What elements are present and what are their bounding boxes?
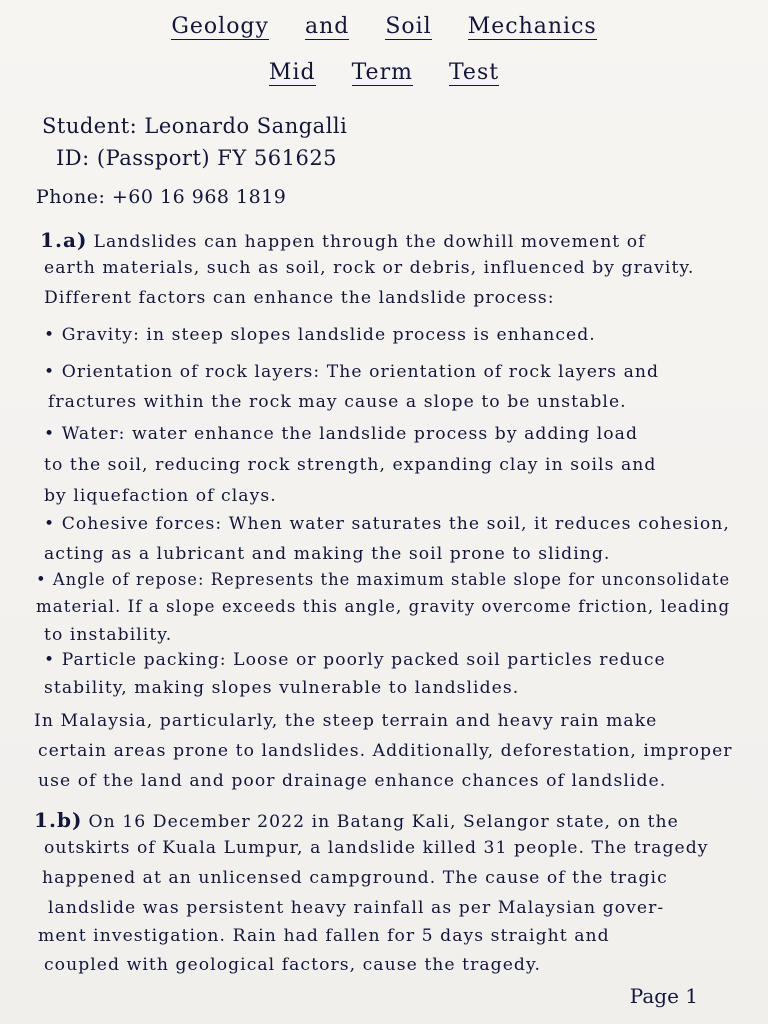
- answer-line: [44, 288, 740, 308]
- answer-line: [44, 325, 740, 345]
- answer-line: [36, 597, 740, 616]
- title-word: and: [304, 14, 350, 39]
- answer-text: to the soil, reducing rock strength, expanding clay in soils and: [44, 455, 657, 475]
- student-id: ID: (Passport) FY 561625: [56, 146, 338, 170]
- answer-text: ment investigation. Rain had fallen for 5 days straight and: [38, 926, 610, 946]
- answer-text: Landslides can happen through the dowhill movement of: [93, 232, 646, 252]
- answer-text: • Orientation of rock layers: The orientation of rock layers and: [44, 362, 660, 382]
- answer-text: use of the land and poor drainage enhance chances of landslide.: [38, 771, 667, 791]
- answer-line: [44, 486, 740, 506]
- answer-text: • Cohesive forces: When water saturates the soil, it reduces cohesion,: [44, 514, 730, 534]
- title-word: Mechanics: [467, 14, 597, 39]
- answer-line: [48, 392, 740, 412]
- document-subtitle: [0, 60, 768, 86]
- answer-line: [34, 711, 740, 731]
- answer-line: [44, 362, 740, 382]
- answer-line: [40, 228, 740, 252]
- answer-text: • Particle packing: Loose or poorly packed soil particles reduce: [44, 650, 666, 670]
- answer-text: acting as a lubricant and making the soil prone to sliding.: [44, 544, 611, 564]
- answer-line: [44, 424, 740, 444]
- answer-line: [44, 838, 740, 858]
- answer-text: • Water: water enhance the landslide process by adding load: [44, 424, 639, 444]
- answer-text: landslide was persistent heavy rainfall as per Malaysian gover-: [48, 898, 665, 918]
- answer-text: • Angle of repose: Represents the maximum stable slope for unconsolidate: [36, 570, 731, 589]
- student-phone: Phone: +60 16 968 1819: [36, 186, 287, 208]
- answer-line: [44, 955, 740, 975]
- answer-text: outskirts of Kuala Lumpur, a landslide killed 31 people. The tragedy: [44, 838, 709, 858]
- answer-line: [38, 741, 740, 761]
- answer-line: [42, 868, 740, 888]
- answer-line: [38, 771, 740, 791]
- document-title: [0, 14, 768, 40]
- answer-text: fractures within the rock may cause a slope to be unstable.: [48, 392, 627, 412]
- answer-line: [44, 514, 740, 534]
- subtitle-word: Term: [351, 60, 413, 85]
- answer-text: In Malaysia, particularly, the steep terrain and heavy rain make: [34, 711, 658, 731]
- subtitle-word: Mid: [268, 60, 316, 85]
- answer-line: [44, 650, 740, 670]
- answer-line: [44, 544, 740, 564]
- answer-line: [34, 808, 740, 832]
- answer-line: [44, 625, 740, 645]
- title-word: Soil: [385, 14, 432, 39]
- page-number: Page 1: [629, 984, 698, 1008]
- subtitle-word: Test: [448, 60, 500, 85]
- answer-line: [38, 926, 740, 946]
- answer-text: Different factors can enhance the landslide process:: [44, 288, 555, 308]
- answer-line: [36, 570, 740, 589]
- answer-text: by liquefaction of clays.: [44, 486, 277, 506]
- answer-text: stability, making slopes vulnerable to landslides.: [44, 678, 520, 698]
- question-number: 1.a): [40, 228, 88, 252]
- answer-line: [44, 455, 740, 475]
- question-number: 1.b): [34, 808, 83, 832]
- answer-line: [48, 898, 740, 918]
- answer-line: [44, 678, 740, 698]
- answer-text: coupled with geological factors, cause the tragedy.: [44, 955, 541, 975]
- answer-text: happened at an unlicensed campground. The cause of the tragic: [42, 868, 668, 888]
- answer-text: to instability.: [44, 625, 173, 645]
- answer-text: On 16 December 2022 in Batang Kali, Selangor state, on the: [88, 812, 679, 832]
- answer-text: earth materials, such as soil, rock or debris, influenced by gravity.: [44, 258, 695, 278]
- answer-text: • Gravity: in steep slopes landslide process is enhanced.: [44, 325, 596, 345]
- answer-text: material. If a slope exceeds this angle, gravity overcome friction, leading: [36, 597, 731, 616]
- answer-line: [44, 258, 740, 278]
- answer-text: certain areas prone to landslides. Additionally, deforestation, improper: [38, 741, 733, 761]
- student-name: Student: Leonardo Sangalli: [42, 114, 348, 138]
- title-word: Geology: [171, 14, 269, 39]
